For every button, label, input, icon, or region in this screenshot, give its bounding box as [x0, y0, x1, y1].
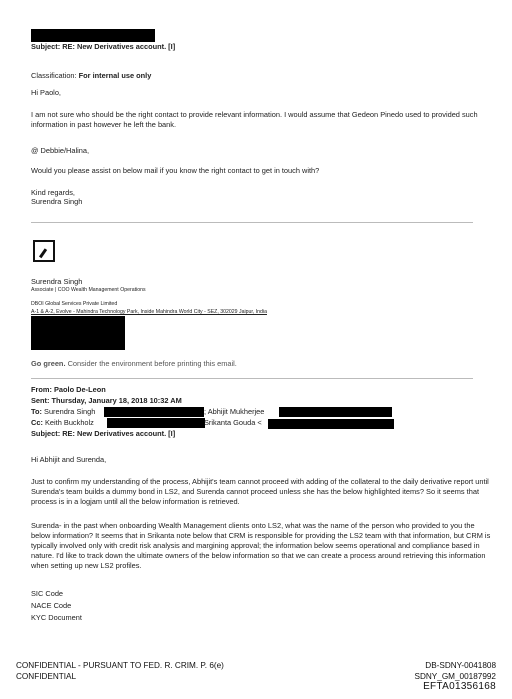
cc-recipient: Srikanta Gouda < — [204, 418, 262, 427]
signature-address: A-1 & A-2, Evolve - Mahindra Technology Park, Inside Mahindra World City - SEZ, 302029 Jaipur, India — [31, 309, 267, 315]
go-green-label: Go green. — [31, 359, 66, 368]
redaction-box — [31, 316, 125, 350]
signoff: Kind regards, — [31, 188, 75, 197]
redaction-box — [279, 407, 392, 417]
sent-line: Sent: Thursday, January 18, 2018 10:32 AM — [31, 396, 182, 405]
go-green-note — [31, 359, 237, 369]
footer-confidential: CONFIDENTIAL — [16, 672, 77, 681]
divider — [31, 222, 473, 223]
footer-confidential-notice: CONFIDENTIAL - PURSUANT TO FED. R. CRIM. P. 6(e) — [16, 661, 224, 670]
paragraph: Would you please assist on below mail if you know the right contact to get in touch with? — [31, 166, 320, 175]
email-subject: Subject: RE: New Derivatives account. [I] — [31, 429, 176, 438]
signature-company: DBOI Global Services Private Limited — [31, 301, 118, 307]
redaction-box — [104, 407, 204, 417]
paragraph: Surenda- in the past when onboarding Wealth Management clients onto LS2, what was the name of the person who provided to you the below information? It seems that in Srikanta note below that CRM is responsible for providing the LS2 team with that information, but CRM is typically involved only with credit risk analysis and margining approval; the information below seems operational and compliance based in nature. I'd like to track down the ultimate owners of the below information so that we can create a process around retrieving this information when setting up new LS2 profiles. — [31, 521, 491, 570]
cc-label: Cc: — [31, 418, 43, 427]
go-green-text: Consider the environment before printing this email. — [67, 359, 237, 368]
footer-bates-number: DB-SDNY-0041808 — [425, 661, 496, 670]
footer-bates-number: SDNY_GM_00187992 — [414, 672, 496, 681]
signature-name: Surendra Singh — [31, 277, 83, 286]
from-line: From: Paolo De-Leon — [31, 385, 106, 394]
greeting: Hi Abhijit and Surenda, — [31, 455, 107, 464]
cc-mention: @ Debbie/Halina, — [31, 146, 90, 155]
to-label: To: — [31, 407, 42, 416]
bank-logo-icon — [33, 240, 55, 262]
redaction-box — [268, 419, 394, 429]
classification-value: For internal use only — [78, 71, 152, 80]
paragraph: Just to confirm my understanding of the process, Abhijit's team cannot proceed with adding of the collateral to the daily derivative report until Surenda's team builds a dummy bond in LS2, and Surenda cannot proceed unless she has the below highlighted items? So it seems that process is in a logjam until all the below information is retrieved. — [31, 477, 489, 506]
list-item: KYC Document — [31, 613, 82, 622]
footer-efta-number: EFTA01356168 — [423, 681, 496, 692]
signer-name: Surendra Singh — [31, 197, 83, 206]
to-recipient: Surendra Singh — [44, 407, 96, 416]
greeting: Hi Paolo, — [31, 88, 61, 97]
cc-recipient: Keith Buckholz — [44, 418, 94, 427]
paragraph: I am not sure who should be the right contact to provide relevant information. I would assume that Gedeon Pinedo used to provided such information in past however he left the bank. — [31, 110, 478, 129]
redaction-box — [31, 29, 155, 42]
cc-line — [31, 418, 94, 428]
email-subject: Subject: RE: New Derivatives account. [I] — [31, 42, 176, 51]
list-item: NACE Code — [31, 601, 72, 610]
redaction-box — [107, 418, 205, 428]
classification-label: Classification: — [31, 71, 77, 80]
to-recipient: ; Abhijit Mukherjee — [204, 407, 265, 416]
signature-title: Associate | COO Wealth Management Operations — [31, 287, 146, 293]
classification — [31, 71, 151, 81]
to-line — [31, 407, 95, 417]
divider — [31, 378, 473, 379]
list-item: SIC Code — [31, 589, 64, 598]
